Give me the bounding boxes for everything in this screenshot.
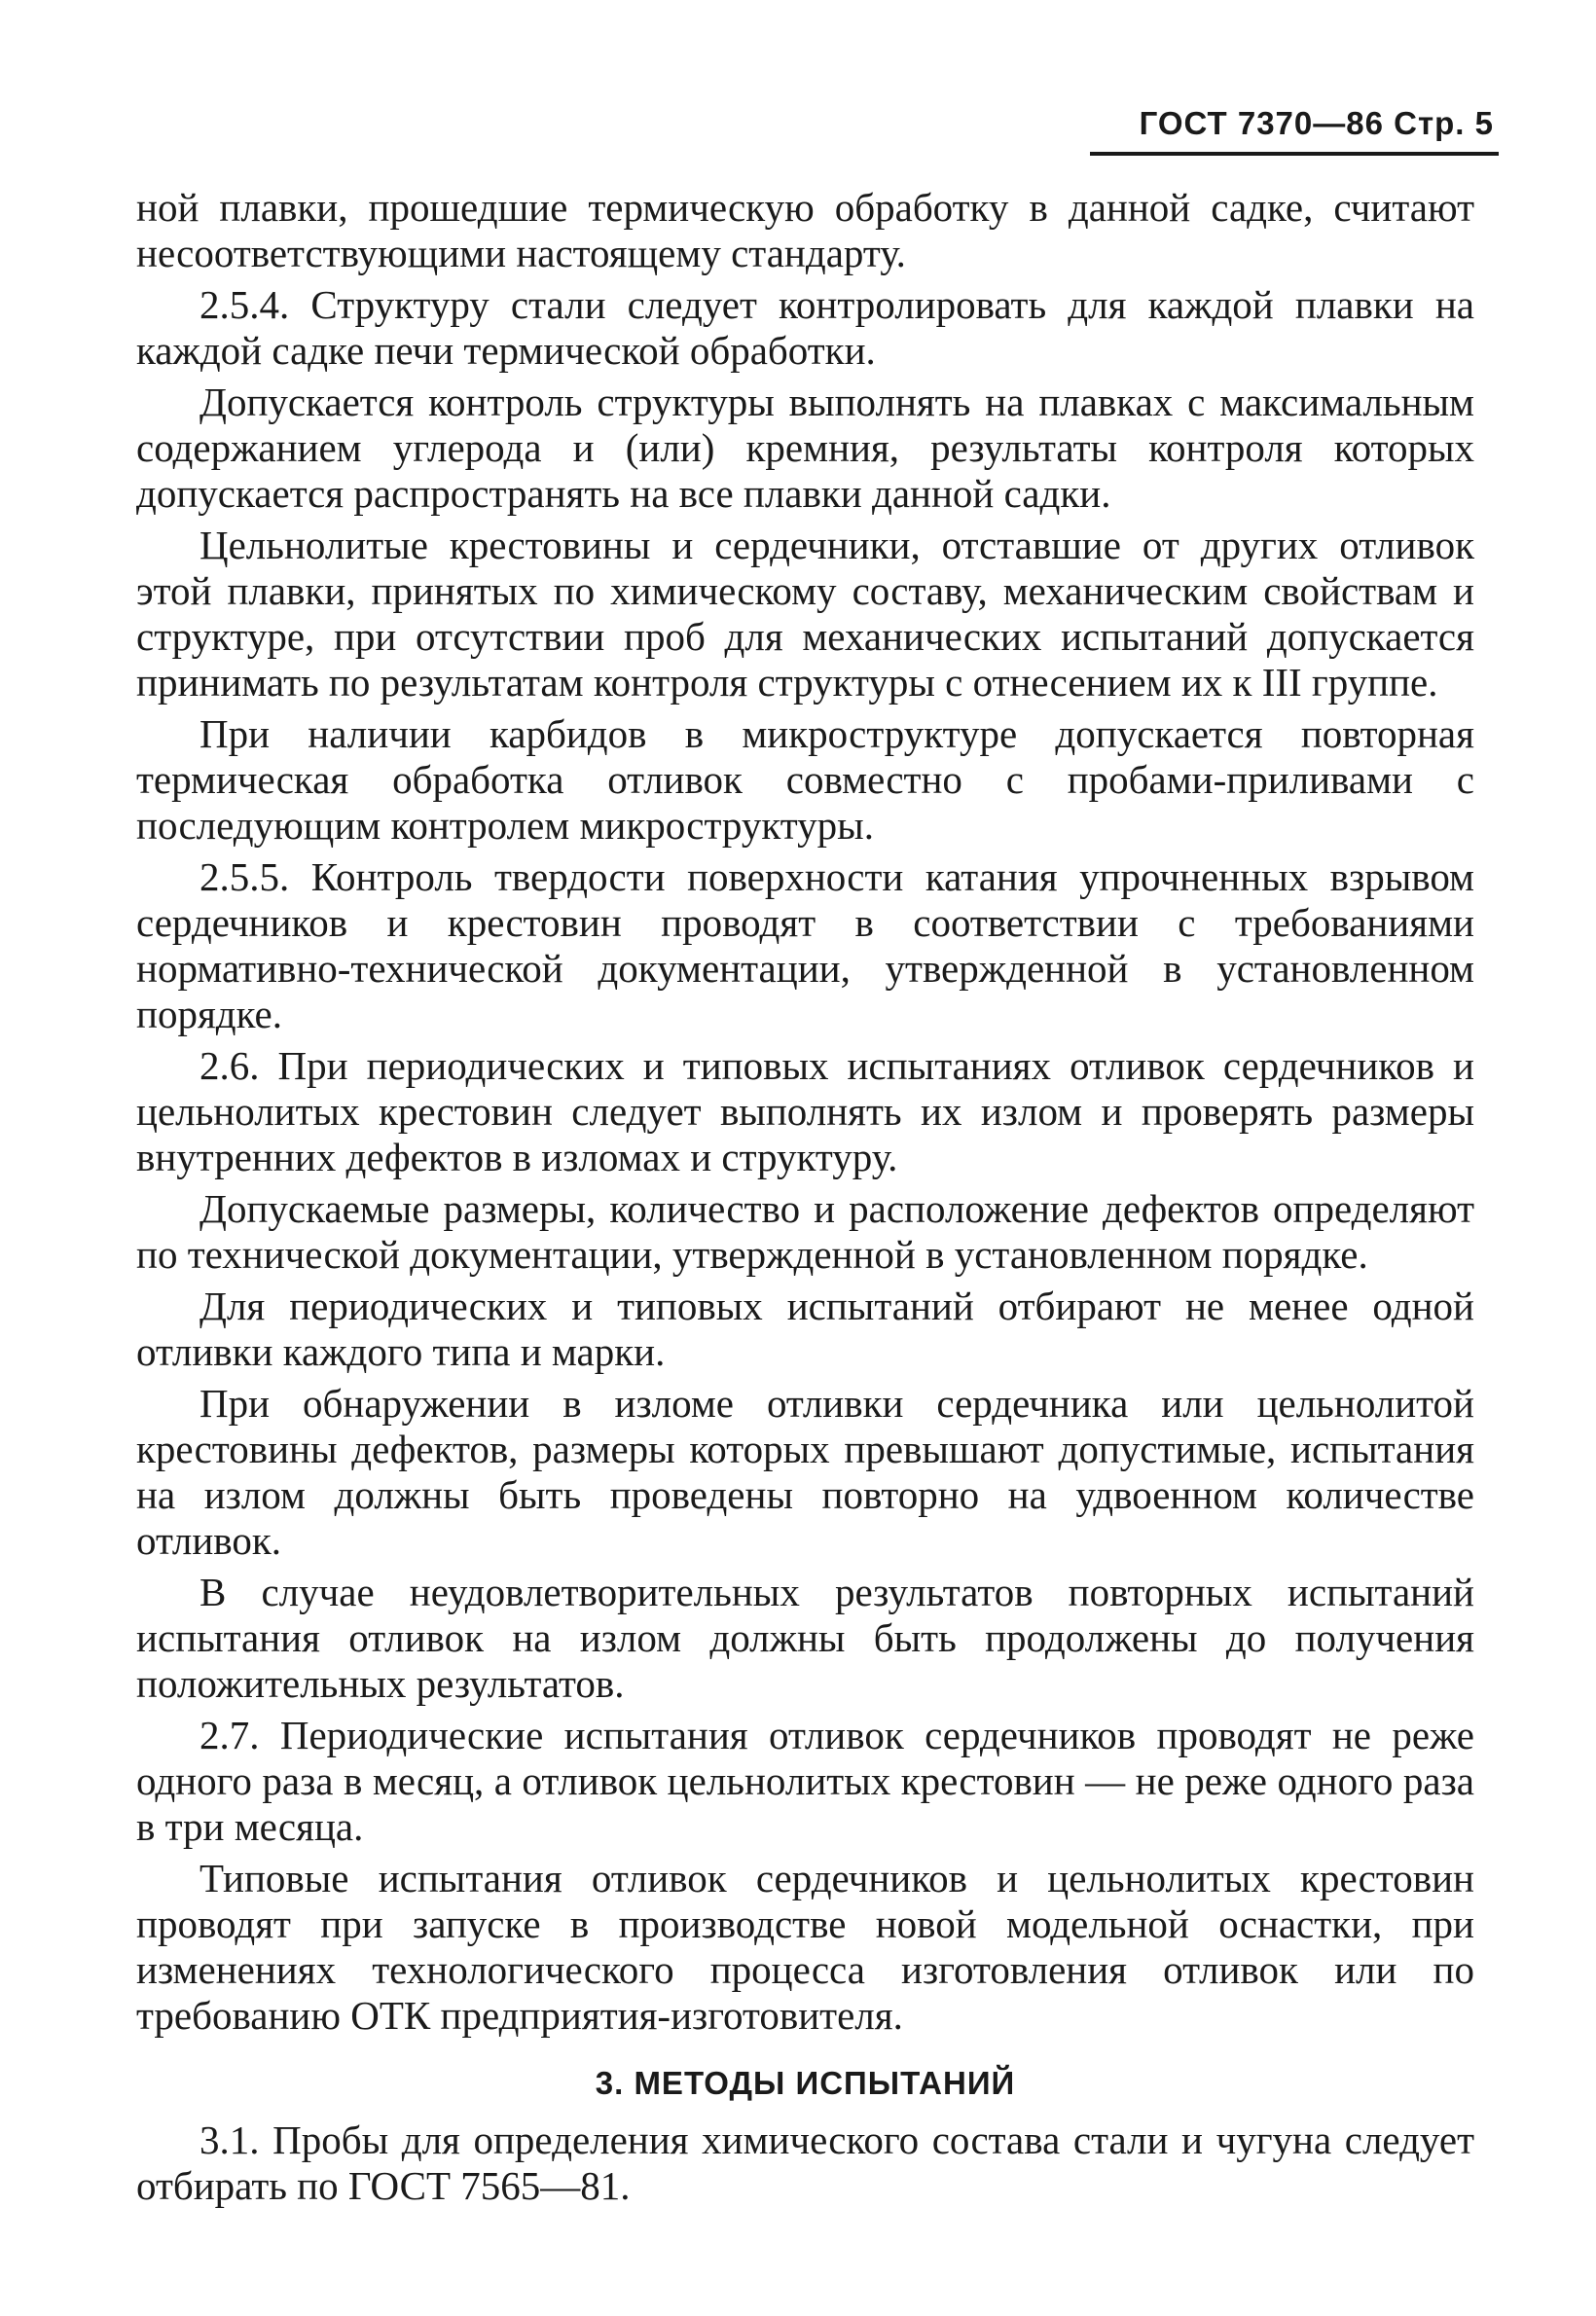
paragraph: 2.5.4. Структуру стали следует контролировать для каждой плавки на каждой садке печи термической обработки. (136, 282, 1474, 373)
paragraph: В случае неудовлетворительных результатов повторных испытаний испытания отливок на излом должны быть продолжены до получения положительных результатов. (136, 1570, 1474, 1706)
page-header (1140, 105, 1494, 142)
paragraph: При обнаружении в изломе отливки сердечника или цельнолитой крестовины дефектов, размеры которых превышают допустимые, испытания на излом должны быть проведены повторно на удвоенном количестве отливок. (136, 1381, 1474, 1563)
paragraph: Типовые испытания отливок сердечников и цельнолитых крестовин проводят при запуске в производстве новой модельной оснастки, при изменениях технологического процесса изготовления отливок или по требованию ОТК предприятия-изготовителя. (136, 1856, 1474, 2038)
paragraph: 3.1. Пробы для определения химического состава стали и чугуна следует отбирать по ГОСТ 7565—81. (136, 2117, 1474, 2208)
section-heading: 3. МЕТОДЫ ИСПЫТАНИЙ (595, 2065, 1016, 2101)
paragraph: 2.5.5. Контроль твердости поверхности катания упрочненных взрывом сердечников и крестовин проводят в соответствии с требованиями нормативно-технической документации, утвержденной в установленном порядке. (136, 854, 1474, 1036)
paragraph: Для периодических и типовых испытаний отбирают не менее одной отливки каждого типа и марки. (136, 1284, 1474, 1374)
standard-number: ГОСТ 7370—86 (1139, 105, 1384, 141)
header-rule (1090, 152, 1499, 156)
paragraph: Допускаемые размеры, количество и расположение дефектов определяют по технической документации, утвержденной в установленном порядке. (136, 1186, 1474, 1277)
paragraph: При наличии карбидов в микроструктуре допускается повторная термическая обработка отливок совместно с пробами-приливами с последующим контролем микроструктуры. (136, 711, 1474, 848)
paragraph: Допускается контроль структуры выполнять на плавках с максимальным содержанием углерода и (или) кремния, результаты контроля которых допускается распространять на все плавки данной садки. (136, 380, 1474, 516)
paragraph: Цельнолитые крестовины и сердечники, отставшие от других отливок этой плавки, принятых по химическому составу, механическим свойствам и структуре, при отсутствии проб для механических испытаний допускается принимать по результатам контроля структуры с отнесением их к III группе. (136, 523, 1474, 705)
paragraph: 2.7. Периодические испытания отливок сердечников проводят не реже одного раза в месяц, а отливок цельнолитых крестовин — не реже одного раза в три месяца. (136, 1713, 1474, 1849)
document-body (136, 185, 1474, 2215)
page-number: Стр. 5 (1394, 105, 1494, 141)
paragraph: ной плавки, прошедшие термическую обработку в данной садке, считают несоответствующими настоящему стандарту. (136, 185, 1474, 275)
paragraph: 2.6. При периодических и типовых испытаниях отливок сердечников и цельнолитых крестовин следует выполнять их излом и проверять размеры внутренних дефектов в изломах и структуру. (136, 1043, 1474, 1179)
